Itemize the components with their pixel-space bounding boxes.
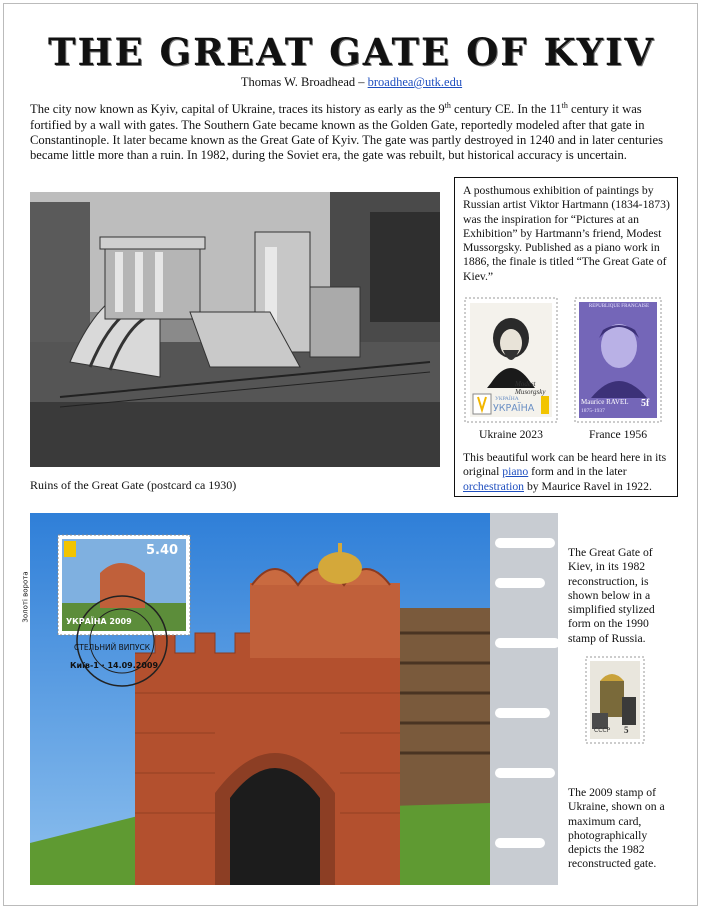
byline: [0, 75, 703, 90]
postmark-top-text: СТЕЛЬНИЙ ВИПУСК: [74, 643, 151, 652]
russia-stamp-value: 5: [624, 725, 629, 735]
postmark-bottom-text: Київ-1 · 14.09.2009: [70, 661, 159, 670]
maxcard-stamp-value: 5.40: [146, 543, 179, 558]
stamp-ukraine-2023: [465, 298, 557, 422]
page-title: THE GREAT GATE OF KYIV: [47, 30, 656, 74]
stamp-left-signature: Modest Musorgsky: [515, 380, 546, 396]
author-name: Thomas W. Broadhead –: [240, 75, 368, 89]
postmark-left-text: Золоті ворота: [21, 571, 30, 623]
maximum-card: [21, 513, 558, 885]
piano-link[interactable]: piano: [502, 465, 529, 479]
hartmann-sidebar: [454, 177, 678, 497]
russia-stamp-note: The Great Gate of Kiev, in its 1982 reconstruction, is shown below in a simplified stylized form on the 1990 stamp of Russia.: [568, 546, 655, 645]
author-email-link[interactable]: broadhea@utk.edu: [367, 75, 463, 89]
intro-sup-2: th: [561, 101, 568, 110]
sidebar-text2-a: This beautiful work can be heard here in its original: [463, 451, 667, 479]
stamp-right-header: REPUBLIQUE FRANCAISE: [588, 304, 650, 309]
ruins-photo-art: [30, 192, 440, 467]
intro-text-2: century CE. In the 11: [450, 102, 562, 117]
sidebar-text: A posthumous exhibition of paintings by Russian artist Viktor Hartmann (1834-1873) was the inspiration for “Pictures at an Exhibition” by Hartmann’s friend, Modest Mussorgsky. Published as a piano work in 1886, the finale is titled “The Great Gate of Kiev.”: [463, 184, 670, 283]
postcard-caption: Ruins of the Great Gate (postcard ca 1930): [30, 478, 237, 492]
golden-gate-photo-art: [30, 513, 558, 885]
stamp-left-small: УКРАЇНА: [495, 396, 519, 402]
stamp-right-years: 1875-1937: [581, 408, 605, 414]
maxcard-note: The 2009 stamp of Ukraine, shown on a maximum card, photographically depicts the 1982 reconstructed gate.: [568, 786, 665, 871]
stamp-russia-1990: [586, 657, 644, 743]
russia-stamp-label: СССР: [594, 727, 611, 734]
ruins-postcard-photo: [30, 192, 440, 467]
orchestration-link[interactable]: orchestration: [463, 479, 525, 493]
sidebar-text2-c: by Maurice Ravel in 1922.: [524, 479, 652, 493]
stamp-right-caption: France 1956: [588, 428, 648, 441]
intro-text-1: The city now known as Kyiv, capital of Ukraine, traces its history as early as the 9: [30, 102, 445, 117]
stamp-right-name: Maurice RAVEL: [581, 398, 629, 406]
stamp-left-country: УКРАЇНА: [493, 403, 535, 414]
intro-sup-1: th: [444, 101, 451, 110]
stamp-right-value: 5f: [641, 398, 650, 409]
intro-paragraph: [30, 98, 680, 164]
stamp-france-1956: [575, 298, 661, 422]
sidebar-text2-b: form and in the later: [528, 465, 627, 479]
stamp-left-caption: Ukraine 2023: [479, 428, 543, 441]
intro-text-3: century it was fortified by a wall with gates. The Southern Gate became known as the Golden Gate, reportedly modeled after that gate in Constantinople. It later became known as the Great Gate of Kyiv. The gate was partly destroyed in 1240 and in later centuries became little more than a ruin. In 1982, during the Soviet era, the gate was rebuilt, but historical accuracy is uncertain.: [30, 102, 663, 163]
maxcard-stamp-country: УКРАЇНА 2009: [66, 617, 132, 626]
sidebar-links-text: [463, 451, 675, 494]
